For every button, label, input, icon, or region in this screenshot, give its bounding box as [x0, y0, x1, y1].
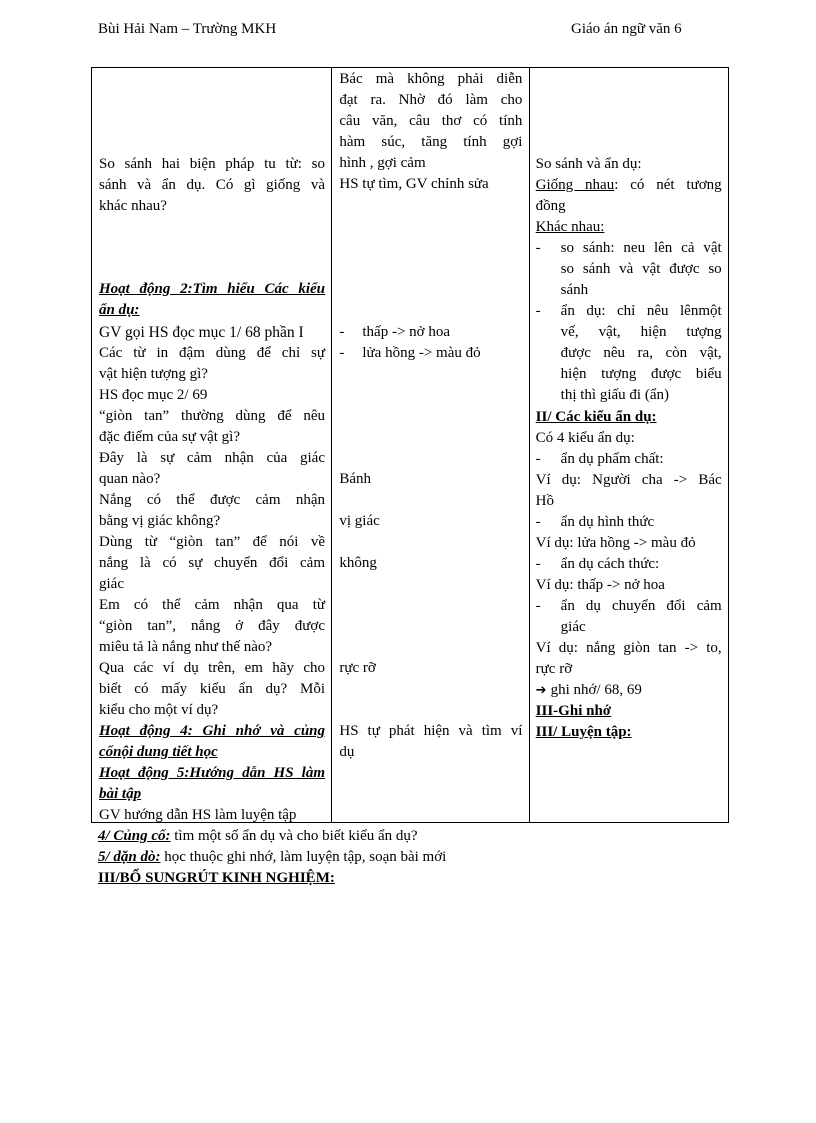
content-text: rực rỡ [535, 661, 573, 677]
instruction-line: GV hướng dẫn HS làm luyện tập [99, 807, 297, 823]
question-line: Các từ in đậm dùng để chỉ sự [99, 345, 325, 361]
content-text: ẩn dụ: chỉ nêu lênmột [560, 303, 722, 319]
question-text: sánh và ẩn dụ. Có gì giống và [99, 177, 325, 193]
question-line: Qua các ví dụ trên, em hãy cho [99, 660, 325, 676]
content-text: ẩn dụ hình thức [560, 514, 655, 530]
question-line: Đây là sự cảm nhận của giác [99, 450, 325, 466]
answer-text: HS tự tìm, GV chỉnh sửa [339, 176, 489, 192]
section-heading: III-Ghi nhớ [535, 703, 612, 719]
answer-text: Bánh [339, 471, 372, 487]
footer-line-homework [98, 847, 446, 868]
content-text: Hồ [535, 493, 555, 509]
content-text: vế, vật, hiện tượng [560, 324, 722, 340]
bullet-dash: - [535, 556, 541, 572]
content-text: Ví dụ: nắng giòn tan -> to, [535, 640, 722, 656]
content-text: so sánh và vật được so [560, 261, 722, 277]
question-line: Em có thể cảm nhận qua từ [99, 597, 325, 613]
content-text: ẩn dụ phẩm chất: [560, 451, 664, 467]
content-text: So sánh và ẩn dụ: [535, 156, 642, 172]
activity-heading: Hoạt động 5:Hướng dẫn HS làm [99, 765, 325, 781]
answer-text: hàm súc, tăng tính gợi [339, 134, 523, 150]
content-text: Ví dụ: lửa hồng -> màu đỏ [535, 535, 696, 551]
right-arrow-icon: ➔ [535, 683, 547, 698]
content-text: Có 4 kiểu ẩn dụ: [535, 430, 635, 446]
question-line: miêu tả là nắng như thế nào? [99, 639, 273, 655]
bullet-dash: - [339, 324, 345, 340]
section-heading: III/ Luyện tập: [535, 724, 632, 740]
answer-text: không [339, 555, 377, 571]
answer-text: HS tự phát hiện và tìm ví [339, 723, 523, 739]
question-line: nắng là có sự chuyển đổi cảm [99, 555, 325, 571]
content-text: Ví dụ: thấp -> nở hoa [535, 577, 665, 593]
instruction-line: HS đọc mục 2/ 69 [99, 387, 208, 403]
footer-text: tìm một số ẩn dụ và cho biết kiểu ẩn dụ? [170, 828, 418, 844]
activity-heading: cốnội dung tiết học [99, 744, 218, 760]
content-text: ẩn dụ cách thức: [560, 556, 660, 572]
answer-text: câu văn, câu thơ có tính [339, 113, 523, 129]
answer-text: vị giác [339, 513, 380, 529]
example-item: lửa hồng -> màu đỏ [362, 345, 481, 361]
activity-heading: Hoạt động 2:Tìm hiểu Các kiểu [99, 281, 325, 297]
similar-label: Giống nhau [535, 177, 615, 193]
footer-text: học thuộc ghi nhớ, làm luyện tập, soạn bài mới [160, 849, 447, 865]
question-line: Dùng từ “giòn tan” để nói về [99, 534, 325, 550]
footer-label: 4/ Củng cố: [98, 828, 171, 844]
content-text: so sánh: neu lên cả vật [560, 240, 722, 256]
content-text [536, 175, 722, 196]
content-text: giác [560, 619, 586, 635]
question-text: So sánh hai biện pháp tu từ: so [99, 156, 325, 172]
content-text: đồng [535, 198, 566, 214]
footer-heading: III/BỔ SUNGRÚT KINH NGHIỆM: [98, 870, 335, 886]
lesson-table [91, 67, 729, 823]
bullet-dash: - [535, 451, 541, 467]
header-author: Bùi Hải Nam – Trường MKH [98, 21, 277, 37]
answer-text: Bác mà không phải diễn [339, 71, 523, 87]
question-line: bằng vị giác không? [99, 513, 221, 529]
content-text: Ví dụ: Người cha -> Bác [535, 472, 722, 488]
header-subject: Giáo án ngữ văn 6 [571, 21, 682, 37]
question-line: Nắng có thể được cảm nhận [99, 492, 325, 508]
student-activities-cell [332, 68, 529, 823]
content-text: được nêu ra, còn vật, [560, 345, 722, 361]
activity-heading: ẩn dụ: [99, 302, 140, 318]
content-text [536, 680, 642, 701]
question-line: quan nào? [99, 471, 161, 487]
bullet-dash: - [535, 303, 541, 319]
bullet-dash: - [339, 345, 345, 361]
content-text: sánh [560, 282, 589, 298]
question-line: giác [99, 576, 124, 592]
footer-label: 5/ dặn dò: [98, 849, 161, 865]
question-line: “giòn tan” thường dùng để nêu [99, 408, 325, 424]
content-text: ẩn dụ chuyển đổi cảm [560, 598, 722, 614]
bullet-dash: - [535, 598, 541, 614]
memo-ref: ghi nhớ/ 68, 69 [550, 682, 642, 698]
example-item: thấp -> nở hoa [362, 324, 450, 340]
answer-text: đạt ra. Nhờ đó làm cho [339, 92, 523, 108]
bullet-dash: - [535, 514, 541, 530]
activity-heading: bài tập [99, 786, 142, 802]
teacher-activities-cell [92, 68, 332, 823]
content-cell [529, 68, 728, 823]
content-text: hiện tượng được biểu [560, 366, 722, 382]
activity-heading: Hoạt động 4: Ghi nhớ và củng [99, 723, 325, 739]
question-line: kiểu cho một ví dụ? [99, 702, 219, 718]
question-line: biết có mấy kiểu ẩn dụ? Mỗi [99, 681, 325, 697]
differences-label: Khác nhau: [535, 219, 605, 235]
similar-text: : có nét tương [614, 177, 722, 193]
section-heading: II/ Các kiểu ẩn dụ: [535, 409, 657, 425]
instruction-line: GV gọi HS đọc mục 1/ 68 phần I [99, 324, 304, 341]
answer-text: dụ [339, 744, 355, 760]
content-text: thị thì giấu đi (ẩn) [560, 387, 669, 403]
answer-text: hình , gợi cảm [339, 155, 426, 171]
footer-line-consolidation [98, 826, 418, 847]
question-text: khác nhau? [99, 198, 167, 214]
question-line: đặc điểm của sự vật gì? [99, 429, 240, 445]
answer-text: rực rỡ [339, 660, 376, 676]
bullet-dash: - [535, 240, 541, 256]
question-line: vật hiện tượng gì? [99, 366, 208, 382]
question-line: “giòn tan”, nắng ở đây được [99, 618, 325, 634]
